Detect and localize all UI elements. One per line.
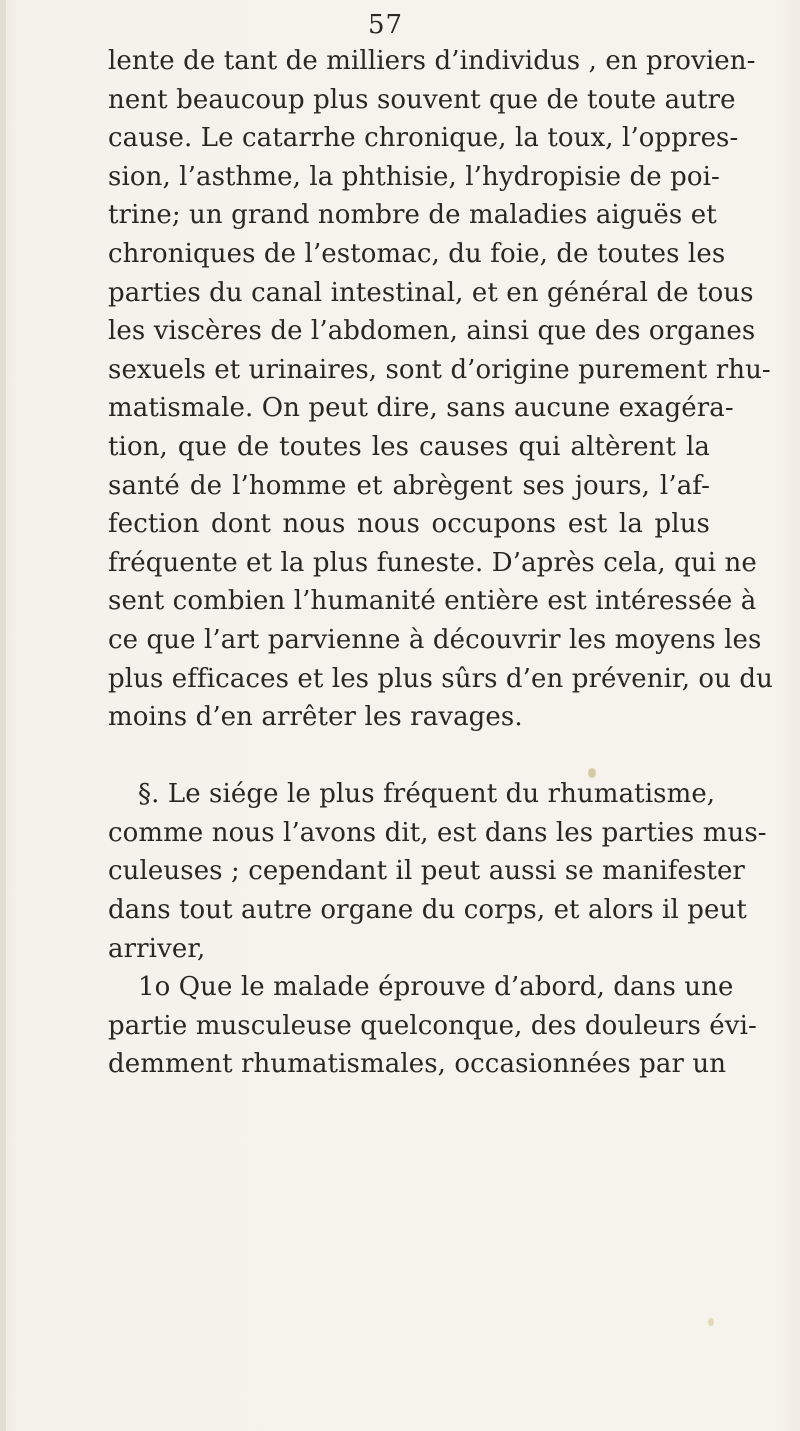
text-line: culeuses ; cependant il peut aussi se manifester <box>108 856 745 887</box>
text-line: chroniques de l’estomac, du foie, de toutes les <box>108 238 726 269</box>
page-text <box>108 42 773 1084</box>
text-line-short: arriver, <box>108 933 206 964</box>
text-line: comme nous l’avons dit, est dans les parties mus- <box>108 817 767 848</box>
text-line: sion, l’asthme, la phthisie, l’hydropisie de poi- <box>108 161 720 192</box>
text-line: nent beaucoup plus souvent que de toute autre <box>108 84 736 115</box>
text-line: sent combien l’humanité entière est intéressée à <box>108 586 757 617</box>
text-line-paragraph-start: §. Le siége le plus fréquent du rhumatisme, <box>138 779 716 810</box>
text-line-paragraph-end: moins d’en arrêter les ravages. <box>108 702 523 733</box>
text-line: fection dont nous nous occupons est la plus <box>108 509 710 540</box>
text-line: demment rhumatismales, occasionnées par un <box>108 1049 727 1080</box>
text-line: santé de l’homme et abrègent ses jours, l’af- <box>108 470 710 501</box>
text-line: lente de tant de milliers d’individus , en provien- <box>108 46 756 76</box>
text-line: cause. Le catarrhe chronique, la toux, l’oppres- <box>108 123 739 154</box>
paragraph-gap <box>108 737 710 776</box>
page-gutter-edge <box>0 0 6 1431</box>
text-line: sexuels et urinaires, sont d’origine purement rhu- <box>108 354 771 385</box>
text-line: les viscères de l’abdomen, ainsi que des organes <box>108 316 756 347</box>
text-line: trine; un grand nombre de maladies aiguës et <box>108 200 717 231</box>
text-line: fréquente et la plus funeste. D’après cela, qui ne <box>108 547 757 578</box>
text-line: ce que l’art parvienne à découvrir les moyens les <box>108 624 762 655</box>
paper-stain <box>588 768 596 778</box>
paper-stain <box>708 1318 714 1326</box>
text-line: parties du canal intestinal, et en général de tous <box>108 277 754 308</box>
page-number: 57 <box>368 10 404 40</box>
text-line: tion, que de toutes les causes qui altèrent la <box>108 431 710 462</box>
text-line: partie musculeuse quelconque, des douleurs évi- <box>108 1010 757 1041</box>
text-line: plus efficaces et les plus sûrs d’en prévenir, ou du <box>108 663 773 694</box>
text-line: dans tout autre organe du corps, et alors il peut <box>108 895 747 926</box>
text-line: matismale. On peut dire, sans aucune exagéra- <box>108 393 734 424</box>
text-line-numbered-item: 1o Que le malade éprouve d’abord, dans une <box>138 972 734 1003</box>
